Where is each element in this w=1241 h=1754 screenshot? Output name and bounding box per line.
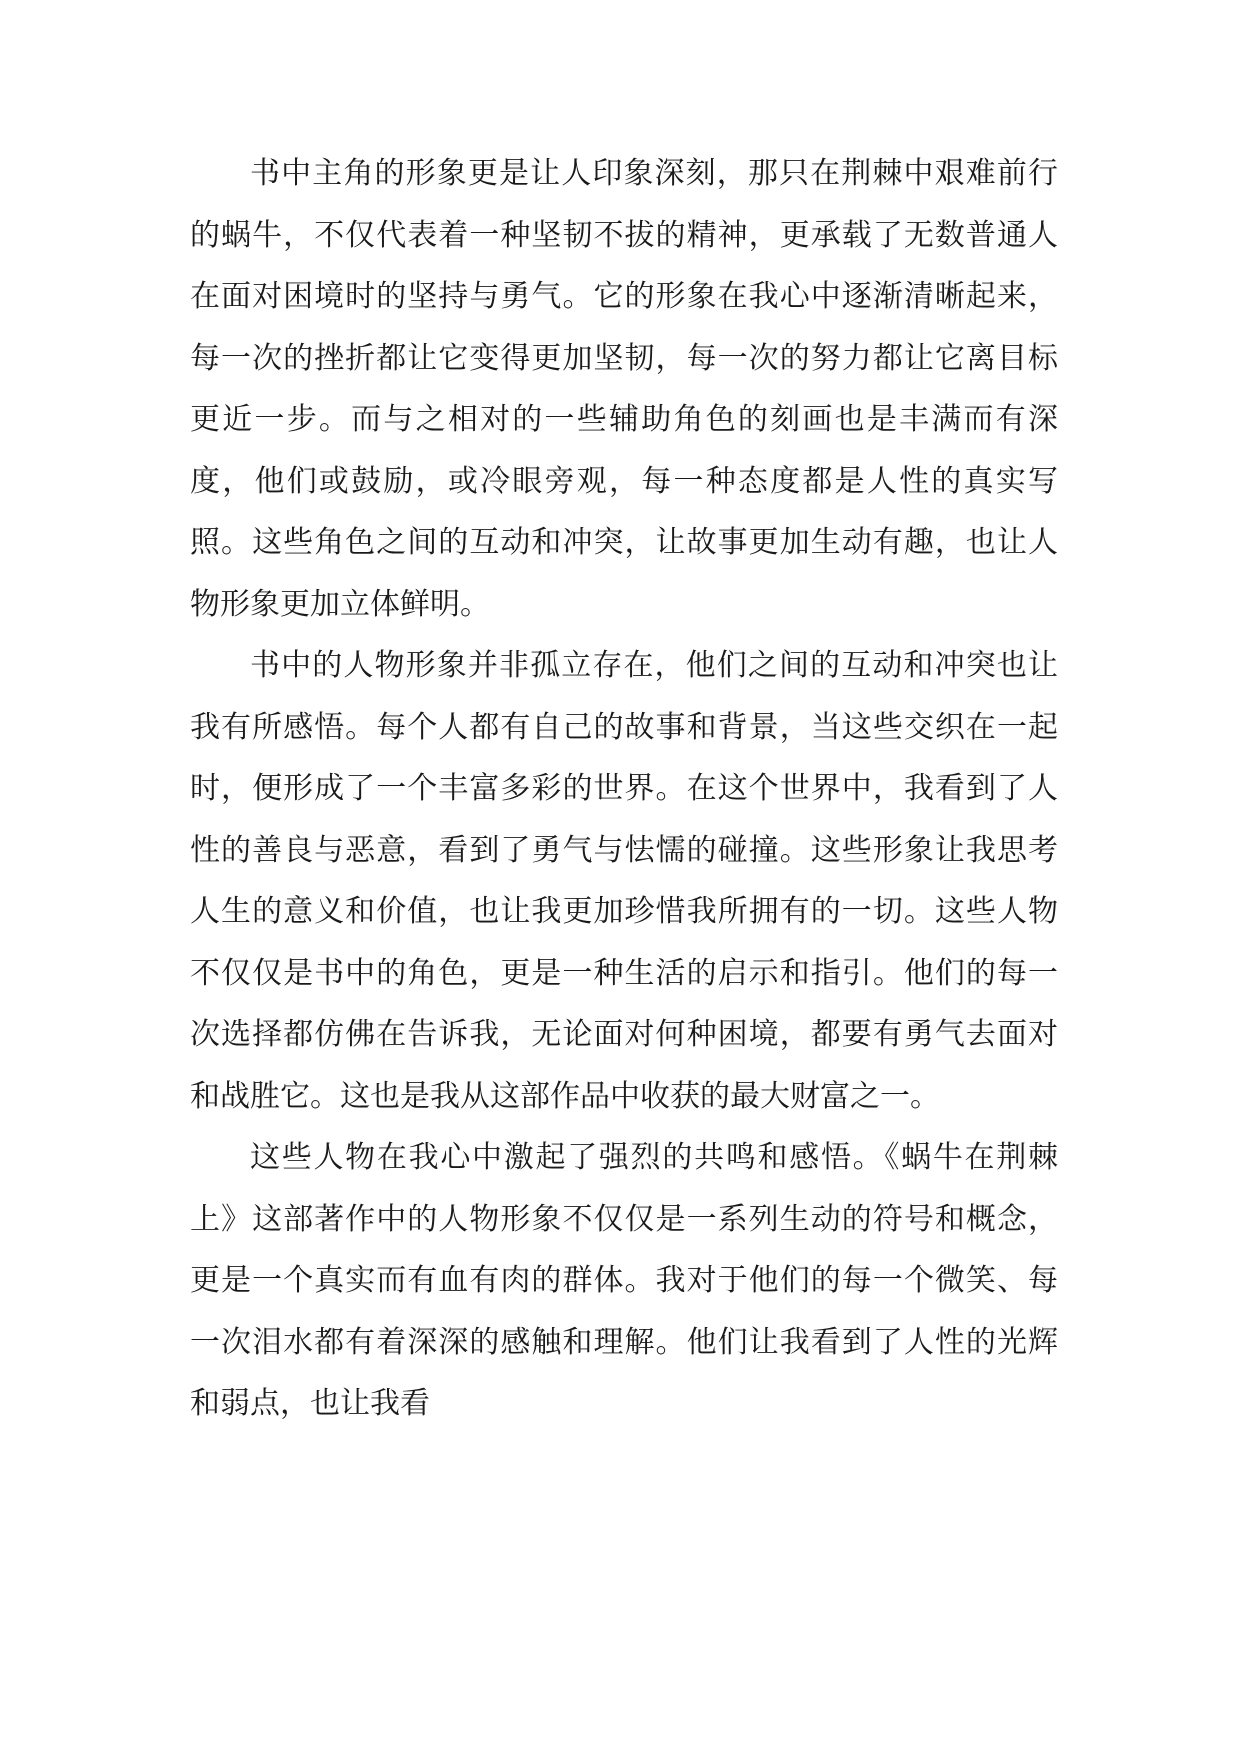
paragraph-3: 这些人物在我心中激起了强烈的共鸣和感悟。《蜗牛在荆棘上》这部著作中的人物形象不仅仅是一系列生动的符号和概念，更是一个真实而有血有肉的群体。我对于他们的每一个微笑、每一次泪水都有着深深的感触和理解。他们让我看到了人性的光辉和弱点，也让我看 bbox=[190, 1140, 1058, 1421]
paragraph-2: 书中的人物形象并非孤立存在，他们之间的互动和冲突也让我有所感悟。每个人都有自己的故事和背景，当这些交织在一起时，便形成了一个丰富多彩的世界。在这个世界中，我看到了人性的善良与恶意，看到了勇气与怯懦的碰撞。这些形象让我思考人生的意义和价值，也让我更加珍惜我所拥有的一切。这些人物不仅仅是书中的角色，更是一种生活的启示和指引。他们的每一次选择都仿佛在告诉我，无论面对何种困境，都要有勇气去面对和战胜它。这也是我从这部作品中收获的最大财富之一。 bbox=[190, 648, 1058, 1114]
document-body bbox=[190, 143, 1058, 1435]
paragraph-1: 书中主角的形象更是让人印象深刻，那只在荆棘中艰难前行的蜗牛，不仅代表着一种坚韧不拔的精神，更承载了无数普通人在面对困境时的坚持与勇气。它的形象在我心中逐渐清晰起来，每一次的挫折都让它变得更加坚韧，每一次的努力都让它离目标更近一步。而与之相对的一些辅助角色的刻画也是丰满而有深度，他们或鼓励，或冷眼旁观，每一种态度都是人性的真实写照。这些角色之间的互动和冲突，让故事更加生动有趣，也让人物形象更加立体鲜明。 bbox=[190, 156, 1058, 622]
